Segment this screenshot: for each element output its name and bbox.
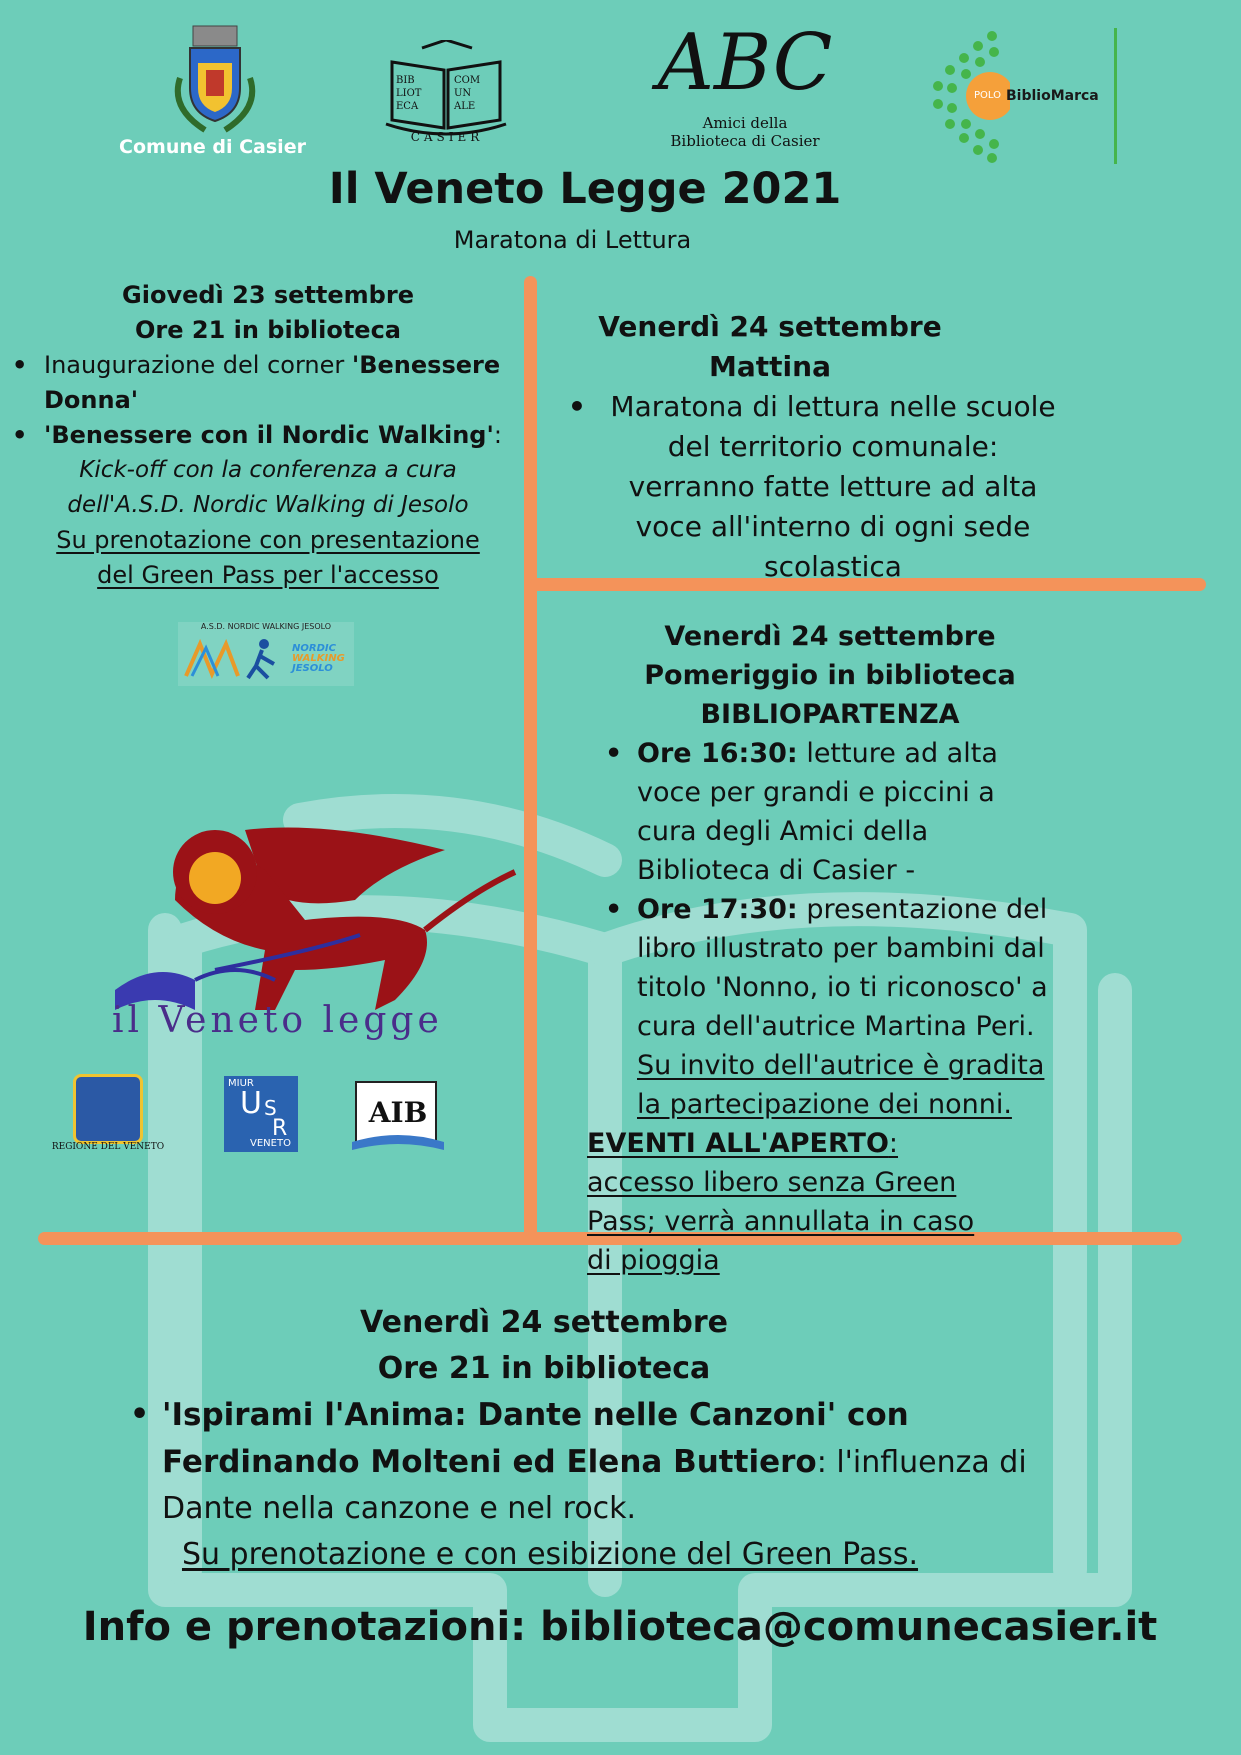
right-top-time: Mattina <box>709 350 831 383</box>
nordic-logo-text <box>292 644 345 674</box>
bottom-time: Ore 21 in biblioteca <box>377 1351 711 1386</box>
polo-logo-rule <box>1114 28 1117 164</box>
left-section <box>12 278 524 593</box>
list-item: • Maratona di lettura nelle scuole del territorio comunale: verranno fatte letture ad alta voce all'interno di ogni sede scolastica <box>600 387 1060 587</box>
abc-logo-caption: Biblioteca di Casier <box>670 132 820 150</box>
outdoor-bold: EVENTI ALL'APERTO <box>587 1128 889 1159</box>
biblio-logo-casier: CASIER <box>410 130 484 144</box>
right-mid-date: Venerdì 24 settembre <box>664 621 996 652</box>
vertical-divider <box>524 276 537 1238</box>
list-item <box>162 1392 1100 1532</box>
biblio-logo-text: COM <box>454 75 481 86</box>
abc-logo <box>655 18 835 154</box>
right-mid-time: Pomeriggio in biblioteca <box>644 660 1016 691</box>
regione-caption: REGIONE DEL VENETO <box>51 1142 165 1152</box>
right-top-date: Venerdì 24 settembre <box>598 310 942 343</box>
miur-letter-s: S <box>264 1096 277 1120</box>
nordic-walking-logo <box>178 622 354 686</box>
list-item-bold: 'Ispirami l'Anima: Dante nelle Canzoni' con Ferdinando Molteni ed Elena Buttiero <box>162 1397 909 1480</box>
biblio-logo-text: BIB <box>396 75 415 86</box>
left-time: Ore 21 in biblioteca <box>135 316 401 344</box>
biblioteca-logo <box>382 40 512 146</box>
biblio-logo-text: UN <box>454 88 472 99</box>
list-item-bold: Ore 16:30: <box>637 738 798 769</box>
miur-veneto: VENETO <box>250 1138 291 1149</box>
nordic-logo-word: JESOLO <box>292 663 333 674</box>
list-item-bold: 'Benessere con il Nordic Walking' <box>44 421 494 449</box>
nordic-logo-word: WALKING <box>292 653 345 664</box>
list-item <box>44 348 524 418</box>
list-item-bold: 'Benessere Donna' <box>44 351 501 414</box>
outdoor-note <box>560 1124 1007 1280</box>
list-item-text: : l'influenza di Dante nella canzone e nel rock. <box>162 1445 1027 1526</box>
aib-text: AIB <box>368 1096 428 1129</box>
polo-name-text: BiblioMarca <box>1006 88 1099 104</box>
nordic-logo-title: A.S.D. NORDIC WALKING JESOLO <box>200 622 332 631</box>
bottom-booking: Su prenotazione e con esibizione del Green Pass. <box>181 1537 919 1572</box>
biblio-logo-text: LIOT <box>396 88 422 99</box>
left-booking-note: Su prenotazione con presentazione del Green Pass per l'accesso <box>56 526 480 589</box>
list-item <box>637 734 1057 890</box>
right-mid-event: BIBLIOPARTENZA <box>700 699 960 730</box>
list-item-text: letture ad alta voce per grandi e piccini a cura degli Amici della Biblioteca di Casier - <box>637 738 998 886</box>
left-italic-note: Kick-off con la conferenza a cura dell'A.S.D. Nordic Walking di Jesolo <box>67 457 469 518</box>
right-top-section <box>560 307 1060 587</box>
walker-icon <box>182 636 282 682</box>
page-title: Il Veneto Legge 2021 <box>328 164 842 214</box>
outdoor-text: : accesso libero senza Green Pass; verrà annullata in caso di pioggia <box>587 1128 975 1276</box>
list-item-bold: Ore 17:30: <box>637 894 798 925</box>
polo-bibliomarca-logo <box>930 28 1120 164</box>
list-item-text: : <box>493 421 502 449</box>
list-item-text: Inaugurazione del corner <box>44 351 352 379</box>
abc-logo-caption: Amici della <box>702 114 788 132</box>
miur-letter-r: R <box>272 1116 288 1141</box>
left-date: Giovedì 23 settembre <box>122 281 414 309</box>
coat-of-arms-icon <box>160 18 270 134</box>
bottom-date: Venerdì 24 settembre <box>360 1305 728 1340</box>
comune-logo <box>160 18 270 134</box>
list-item <box>637 890 1057 1124</box>
info-contact: Info e prenotazioni: biblioteca@comunecasier.it <box>82 1604 1158 1650</box>
miur-letter-u: U <box>240 1086 262 1121</box>
regione-veneto-logo <box>48 1074 168 1154</box>
page-subtitle: Maratona di Lettura <box>453 226 692 254</box>
polo-small-text: POLO <box>974 90 1001 101</box>
list-item-underline: Su invito dell'autrice è gradita la partecipazione dei nonni. <box>637 1050 1045 1120</box>
miur-text: MIUR <box>228 1078 254 1089</box>
veneto-legge-logo-text: il Veneto legge <box>112 1000 443 1041</box>
miur-usr-logo <box>224 1076 298 1152</box>
comune-label: Comune di Casier <box>119 136 306 158</box>
aib-logo <box>350 1078 446 1152</box>
bottom-section <box>120 1300 1100 1578</box>
right-mid-section <box>560 617 1100 1280</box>
biblio-logo-text: ALE <box>454 101 476 112</box>
abc-logo-letters: ABC <box>657 18 833 108</box>
list-item-text: presentazione del libro illustrato per bambini dal titolo 'Nonno, io ti riconosco' a cura dell'autrice Martina Peri. <box>637 894 1048 1042</box>
list-item <box>44 418 524 453</box>
nordic-logo-word: NORDIC <box>292 643 336 654</box>
biblio-logo-text: ECA <box>396 101 419 112</box>
